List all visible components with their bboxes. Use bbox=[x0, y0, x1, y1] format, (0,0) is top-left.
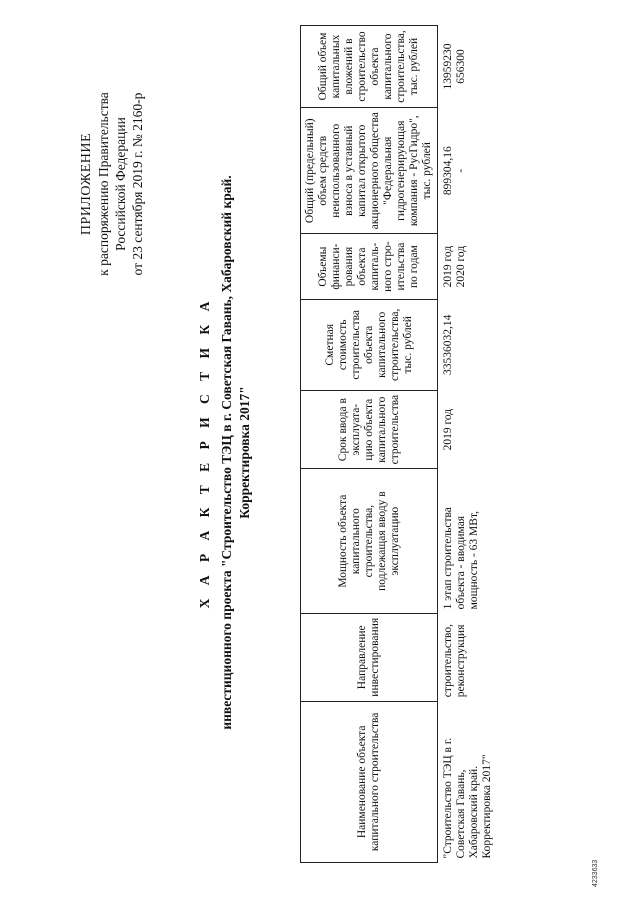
cell-financing-years bbox=[438, 234, 499, 299]
header-direction: Направление инвестирования bbox=[301, 613, 438, 701]
header-financing-years: Объемы финанси-рования объекта капиталь-ного стро-ительства по годам bbox=[301, 234, 438, 299]
year-2019: 2019 год bbox=[442, 245, 454, 288]
cell-rushydro-contribution bbox=[438, 108, 499, 234]
appendix-line-2: Российской Федерации bbox=[113, 117, 128, 251]
document-number: 4233633 bbox=[592, 859, 599, 887]
cell-total-investment bbox=[438, 26, 499, 108]
cell-object-name: "Строительство ТЭЦ в г. Советская Гавань, Хабаровский край. Корректировка 2017" bbox=[442, 737, 493, 859]
table-header-row bbox=[301, 26, 438, 863]
cell-direction: строительство, реконструкция bbox=[442, 624, 467, 698]
title-line-2: Корректировка 2017" bbox=[237, 386, 252, 519]
appendix-line-1: к распоряжению Правительства bbox=[96, 92, 111, 276]
cell-term: 2019 год bbox=[442, 408, 454, 451]
title-line-1: инвестиционного проекта "Строительство ТЭЦ в г. Советская Гавань, Хабаровский край. bbox=[219, 175, 234, 730]
header-total-investment: Общий объем капитальных вложений в строительство объекта капитального строительства, тыс. рублей bbox=[301, 26, 438, 108]
table-row bbox=[438, 26, 499, 863]
total-2019: 13959230 bbox=[442, 43, 454, 90]
header-term: Срок ввода в эксплуата-цию объекта капитального строительства bbox=[301, 390, 438, 469]
cell-capacity: 1 этап строительства объекта - вводимая мощность - 63 МВт, bbox=[442, 507, 480, 610]
header-capacity: Мощность объекта капитального строительства, подлежащая вводу в эксплуатацию bbox=[301, 469, 438, 613]
header-rushydro-contribution: Общий (предельный) объем средств неиспользованного взноса в уставный капитал открытого акционерного общества "Федеральная гидрогенерирующая компания - РусГидро", тыс. рублей bbox=[301, 108, 438, 234]
appendix-block bbox=[78, 24, 146, 344]
characteristics-table bbox=[300, 25, 498, 863]
document-title bbox=[196, 0, 254, 905]
header-object-name: Наименование объекта капитального строительства bbox=[301, 701, 438, 862]
cell-cost: 33536032,14 bbox=[442, 314, 454, 375]
rushydro-2020: - bbox=[455, 168, 467, 173]
year-2020: 2020 год bbox=[455, 245, 467, 288]
header-cost: Сметная стоимость строительства объекта капитального строительства, тыс. рублей bbox=[301, 299, 438, 390]
title-main: Х А Р А К Т Е Р И С Т И К А bbox=[197, 296, 212, 609]
total-2020: 656300 bbox=[455, 49, 467, 84]
rushydro-2019: 899304,16 bbox=[442, 146, 454, 196]
appendix-heading: ПРИЛОЖЕНИЕ bbox=[79, 132, 94, 236]
appendix-line-3: от 23 сентября 2019 г. № 2160-р bbox=[130, 92, 145, 276]
